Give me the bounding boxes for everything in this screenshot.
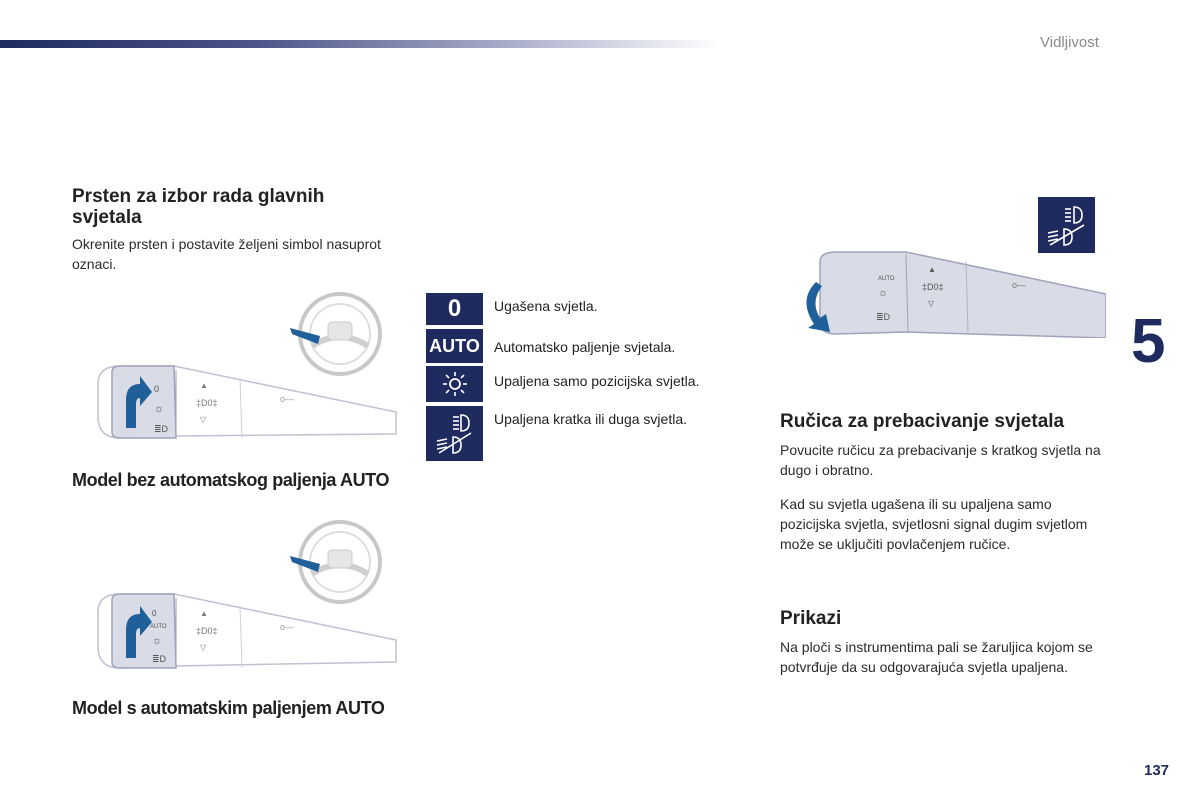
lights-off-icon: 0 xyxy=(426,293,483,325)
svg-text:▽: ▽ xyxy=(200,415,207,424)
dipped-main-beam-icon xyxy=(1038,197,1095,253)
stalk-illustration-no-auto xyxy=(90,288,400,458)
svg-text:o—: o— xyxy=(280,394,295,404)
svg-text:☼: ☼ xyxy=(152,635,163,647)
stalk-illustration-auto xyxy=(90,516,400,688)
svg-text:≣D: ≣D xyxy=(152,654,167,664)
svg-text:AUTO: AUTO xyxy=(878,276,895,282)
caption-model-no-auto: Model bez automatskog paljenja AUTO xyxy=(72,470,390,490)
legend-text-beams: Upaljena kratka ili duga svjetla. xyxy=(494,411,687,427)
chapter-number: 5 xyxy=(1131,307,1165,376)
svg-text:≣D: ≣D xyxy=(876,312,891,322)
svg-text:0: 0 xyxy=(154,384,160,394)
svg-text:☼: ☼ xyxy=(878,287,889,299)
dipped-main-beam-icon xyxy=(426,406,483,461)
svg-text:▲: ▲ xyxy=(200,609,208,618)
ring-heading: Prsten za izbor rada glavnih svjetala xyxy=(72,186,325,228)
svg-text:‡D0‡: ‡D0‡ xyxy=(196,398,218,408)
svg-text:AUTO: AUTO xyxy=(150,624,167,630)
switch-paragraph-2: Kad su svjetla ugašena ili su upaljena samo pozicijska svjetla, svjetlosni signal dugim svjetlom može se uključiti povlačenjem ručice. xyxy=(780,496,1088,552)
svg-text:▲: ▲ xyxy=(200,381,208,390)
svg-text:▽: ▽ xyxy=(200,643,207,652)
page-number: 137 xyxy=(1144,762,1170,779)
section-title: Vidljivost xyxy=(1040,34,1099,51)
svg-text:‡D0‡: ‡D0‡ xyxy=(922,282,944,292)
svg-text:▲: ▲ xyxy=(928,265,936,274)
switch-heading: Ručica za prebacivanje svjetala xyxy=(780,411,1065,432)
legend-text-auto: Automatsko paljenje svjetala. xyxy=(494,339,676,355)
stalk-pointer-icon xyxy=(290,556,320,572)
svg-text:▽: ▽ xyxy=(928,299,935,308)
svg-text:‡D0‡: ‡D0‡ xyxy=(196,626,218,636)
svg-text:0: 0 xyxy=(152,609,157,618)
stalk-pointer-icon xyxy=(290,328,320,344)
legend-text-sidelights: Upaljena samo pozicijska svjetla. xyxy=(494,373,700,389)
ring-intro: Okrenite prsten i postavite željeni simbol nasuprot oznaci. xyxy=(72,236,381,272)
svg-text:o—: o— xyxy=(1012,280,1027,290)
dipswitch-stalk-illustration xyxy=(796,248,1106,338)
display-heading: Prikazi xyxy=(780,608,842,629)
svg-text:o—: o— xyxy=(280,622,295,632)
sidelights-icon xyxy=(426,366,483,402)
auto-lights-icon: AUTO xyxy=(426,329,483,363)
display-paragraph: Na ploči s instrumentima pali se žaruljica kojom se potvrđuje da su odgovarajuća svjetla upaljena. xyxy=(780,639,1093,675)
switch-paragraph-1: Povucite ručicu za prebacivanje s kratkog svjetla na dugo i obratno. xyxy=(780,442,1101,478)
header-gradient-bar xyxy=(0,40,720,48)
svg-text:≣D: ≣D xyxy=(154,424,169,434)
svg-text:☼: ☼ xyxy=(154,403,165,415)
caption-model-auto: Model s automatskim paljenjem AUTO xyxy=(72,698,385,718)
legend-text-off: Ugašena svjetla. xyxy=(494,298,598,314)
